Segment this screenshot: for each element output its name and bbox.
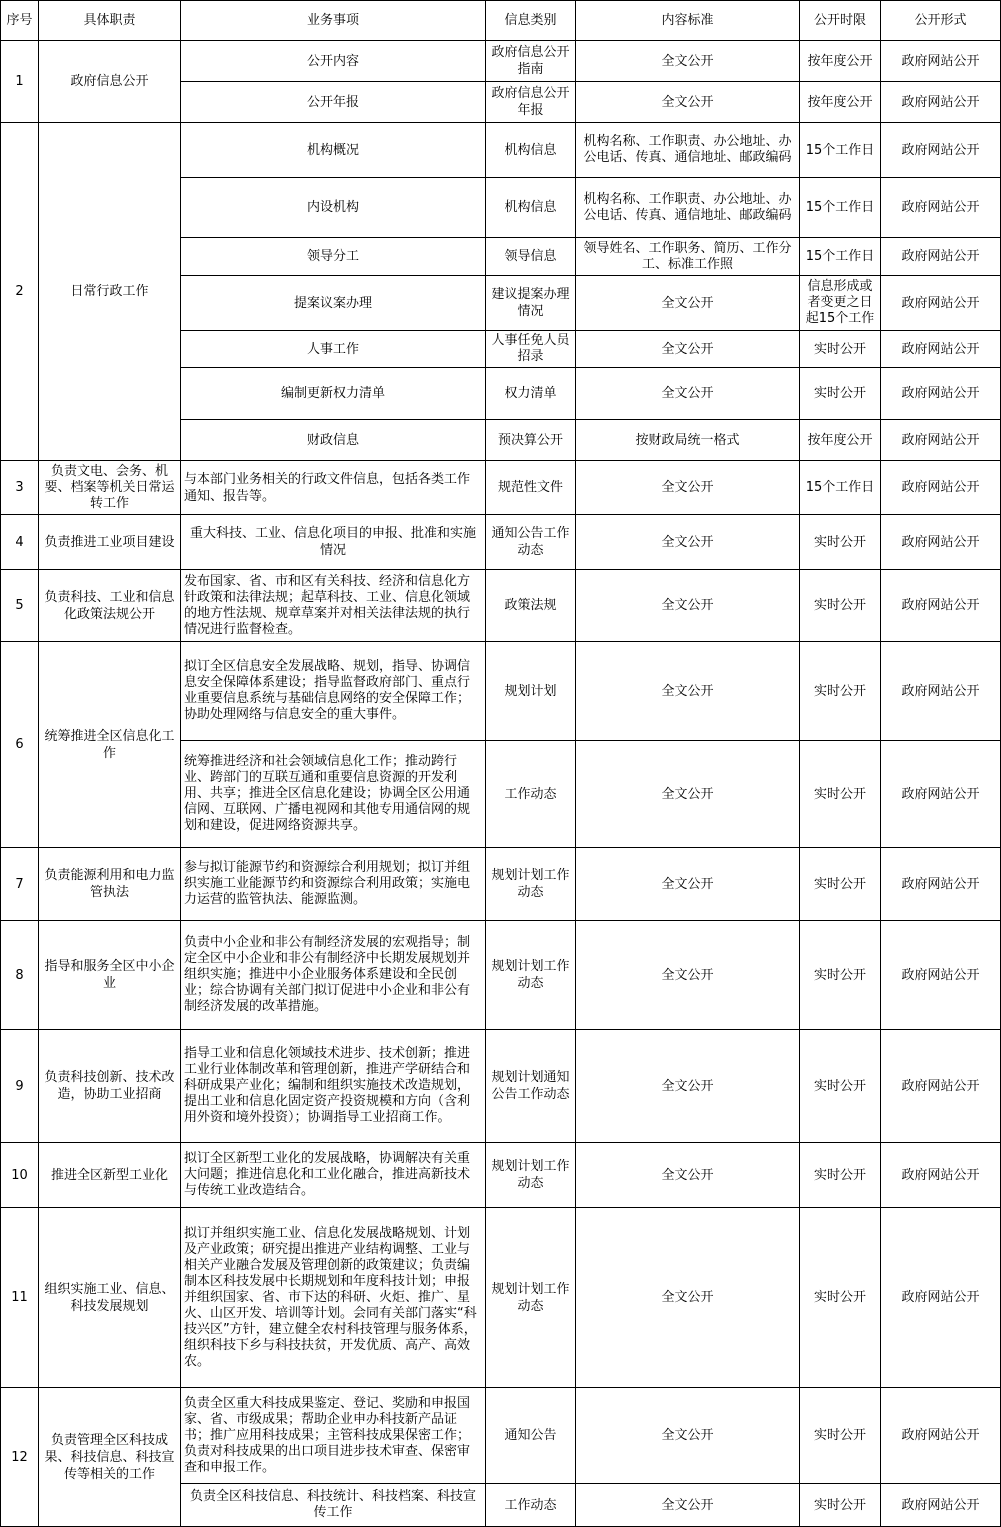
category-cell: 工作动态 — [486, 741, 576, 848]
item-cell: 人事工作 — [181, 331, 486, 368]
seq-cell: 2 — [1, 123, 39, 461]
duty-cell: 负责推进工业项目建设 — [39, 515, 181, 570]
item-cell: 重大科技、工业、信息化项目的申报、批准和实施情况 — [181, 515, 486, 570]
time-cell: 实时公开 — [800, 1143, 881, 1208]
duty-cell: 指导和服务全区中小企业 — [39, 921, 181, 1030]
category-cell: 通知公告工作动态 — [486, 515, 576, 570]
item-cell: 公开内容 — [181, 41, 486, 82]
seq-cell: 8 — [1, 921, 39, 1030]
category-cell: 规划计划工作动态 — [486, 1208, 576, 1388]
content-cell: 全文公开 — [576, 570, 800, 642]
category-cell: 规划计划工作动态 — [486, 921, 576, 1030]
form-cell: 政府网站公开 — [881, 276, 1001, 331]
table-row — [1, 921, 1001, 1030]
time-cell: 实时公开 — [800, 741, 881, 848]
table-row — [1, 1143, 1001, 1208]
category-cell: 预决算公开 — [486, 420, 576, 461]
form-cell: 政府网站公开 — [881, 41, 1001, 82]
item-cell: 编制更新权力清单 — [181, 368, 486, 420]
seq-cell: 3 — [1, 461, 39, 515]
category-cell: 权力清单 — [486, 368, 576, 420]
header-time: 公开时限 — [800, 1, 881, 41]
duty-cell: 负责管理全区科技成果、科技信息、科技宣传等相关的工作 — [39, 1388, 181, 1527]
form-cell: 政府网站公开 — [881, 921, 1001, 1030]
form-cell: 政府网站公开 — [881, 570, 1001, 642]
time-cell: 实时公开 — [800, 1030, 881, 1143]
content-cell: 全文公开 — [576, 41, 800, 82]
category-cell: 政府信息公开指南 — [486, 41, 576, 82]
content-cell: 全文公开 — [576, 82, 800, 123]
table-body — [1, 1, 1001, 1527]
form-cell: 政府网站公开 — [881, 848, 1001, 921]
item-cell: 统筹推进经济和社会领域信息化工作；推动跨行业、跨部门的互联互通和重要信息资源的开发利用、共享；推进全区信息化建设；协调全区公用通信网、互联网、广播电视网和其他专用通信网的规划和建设，促进网络资源共享。 — [181, 741, 486, 848]
duty-cell: 推进全区新型工业化 — [39, 1143, 181, 1208]
form-cell: 政府网站公开 — [881, 331, 1001, 368]
seq-cell: 4 — [1, 515, 39, 570]
content-cell: 机构名称、工作职责、办公地址、办公电话、传真、通信地址、邮政编码 — [576, 123, 800, 178]
time-cell: 实时公开 — [800, 1208, 881, 1388]
form-cell: 政府网站公开 — [881, 178, 1001, 238]
content-cell: 全文公开 — [576, 848, 800, 921]
form-cell: 政府网站公开 — [881, 461, 1001, 515]
header-seq: 序号 — [1, 1, 39, 41]
item-cell: 财政信息 — [181, 420, 486, 461]
item-cell: 负责全区科技信息、科技统计、科技档案、科技宣传工作 — [181, 1484, 486, 1527]
header-duty: 具体职责 — [39, 1, 181, 41]
item-cell: 负责全区重大科技成果鉴定、登记、奖励和申报国家、省、市级成果；帮助企业申办科技新产品证书；推广应用科技成果；主管科技成果保密工作；负责对科技成果的出口项目进步技术审查、保密审查和申报工作。 — [181, 1388, 486, 1484]
seq-cell: 9 — [1, 1030, 39, 1143]
item-cell: 拟订并组织实施工业、信息化发展战略规划、计划及产业政策；研究提出推进产业结构调整、工业与相关产业融合发展及管理创新的政策建议；负责编制本区科技发展中长期规划和年度科技计划；申报并组织国家、省、市下达的科研、火炬、推广、星火、山区开发、培训等计划。会同有关部门落实“科技兴区”方针，建立健全农村科技管理与服务体系，组织科技下乡与科技扶贫，开发优质、高产、高效农。 — [181, 1208, 486, 1388]
item-cell: 领导分工 — [181, 238, 486, 276]
duty-cell: 统筹推进全区信息化工作 — [39, 642, 181, 848]
header-item: 业务事项 — [181, 1, 486, 41]
time-cell: 信息形成或者变更之日起15个工作 — [800, 276, 881, 331]
item-cell: 发布国家、省、市和区有关科技、经济和信息化方针政策和法律法规；起草科技、工业、信息化领域的地方性法规、规章草案并对相关法律法规的执行情况进行监督检查。 — [181, 570, 486, 642]
form-cell: 政府网站公开 — [881, 368, 1001, 420]
time-cell: 实时公开 — [800, 1388, 881, 1484]
duty-cell: 负责能源利用和电力监管执法 — [39, 848, 181, 921]
form-cell: 政府网站公开 — [881, 1208, 1001, 1388]
content-cell: 全文公开 — [576, 1388, 800, 1484]
header-row — [1, 1, 1001, 41]
category-cell: 建议提案办理情况 — [486, 276, 576, 331]
item-cell: 提案议案办理 — [181, 276, 486, 331]
time-cell: 实时公开 — [800, 1484, 881, 1527]
content-cell: 全文公开 — [576, 331, 800, 368]
time-cell: 15个工作日 — [800, 123, 881, 178]
content-cell: 机构名称、工作职责、办公地址、办公电话、传真、通信地址、邮政编码 — [576, 178, 800, 238]
table-row — [1, 1030, 1001, 1143]
seq-cell: 1 — [1, 41, 39, 123]
time-cell: 实时公开 — [800, 921, 881, 1030]
header-content: 内容标准 — [576, 1, 800, 41]
duty-cell: 负责文电、会务、机要、档案等机关日常运转工作 — [39, 461, 181, 515]
item-cell: 公开年报 — [181, 82, 486, 123]
content-cell: 全文公开 — [576, 642, 800, 741]
content-cell: 领导姓名、工作职务、简历、工作分工、标准工作照 — [576, 238, 800, 276]
table-row — [1, 41, 1001, 82]
form-cell: 政府网站公开 — [881, 642, 1001, 741]
content-cell: 全文公开 — [576, 741, 800, 848]
item-cell: 拟订全区信息安全发展战略、规划，指导、协调信息安全保障体系建设；指导监督政府部门、重点行业重要信息系统与基础信息网络的安全保障工作；协助处理网络与信息安全的重大事件。 — [181, 642, 486, 741]
duty-cell: 负责科技、工业和信息化政策法规公开 — [39, 570, 181, 642]
time-cell: 15个工作日 — [800, 461, 881, 515]
content-cell: 全文公开 — [576, 461, 800, 515]
time-cell: 15个工作日 — [800, 238, 881, 276]
item-cell: 机构概况 — [181, 123, 486, 178]
table-row — [1, 570, 1001, 642]
time-cell: 按年度公开 — [800, 82, 881, 123]
time-cell: 按年度公开 — [800, 420, 881, 461]
item-cell: 负责中小企业和非公有制经济发展的宏观指导；制定全区中小企业和非公有制经济中长期发展规划并组织实施；推进中小企业服务体系建设和全民创业；综合协调有关部门拟订促进中小企业和非公有制经济发展的改革措施。 — [181, 921, 486, 1030]
content-cell: 全文公开 — [576, 368, 800, 420]
category-cell: 人事任免人员招录 — [486, 331, 576, 368]
category-cell: 规划计划 — [486, 642, 576, 741]
category-cell: 领导信息 — [486, 238, 576, 276]
form-cell: 政府网站公开 — [881, 1388, 1001, 1484]
seq-cell: 10 — [1, 1143, 39, 1208]
category-cell: 规划计划工作动态 — [486, 1143, 576, 1208]
item-cell: 参与拟订能源节约和资源综合利用规划；拟订并组织实施工业能源节约和资源综合利用政策；实施电力运营的监管执法、能源监测。 — [181, 848, 486, 921]
time-cell: 实时公开 — [800, 368, 881, 420]
category-cell: 通知公告 — [486, 1388, 576, 1484]
time-cell: 实时公开 — [800, 331, 881, 368]
form-cell: 政府网站公开 — [881, 238, 1001, 276]
time-cell: 15个工作日 — [800, 178, 881, 238]
form-cell: 政府网站公开 — [881, 420, 1001, 461]
table-row — [1, 848, 1001, 921]
table-row — [1, 642, 1001, 741]
header-form: 公开形式 — [881, 1, 1001, 41]
duty-cell: 日常行政工作 — [39, 123, 181, 461]
category-cell: 工作动态 — [486, 1484, 576, 1527]
content-cell: 全文公开 — [576, 921, 800, 1030]
form-cell: 政府网站公开 — [881, 1143, 1001, 1208]
time-cell: 实时公开 — [800, 570, 881, 642]
table-row — [1, 461, 1001, 515]
seq-cell: 11 — [1, 1208, 39, 1388]
item-cell: 指导工业和信息化领域技术进步、技术创新；推进工业行业体制改革和管理创新，推进产学研结合和科研成果产业化；编制和组织实施技术改造规划，提出工业和信息化固定资产投资规模和方向（含利用外资和境外投资）；协调指导工业招商工作。 — [181, 1030, 486, 1143]
header-category: 信息类别 — [486, 1, 576, 41]
duty-cell: 组织实施工业、信息、科技发展规划 — [39, 1208, 181, 1388]
form-cell: 政府网站公开 — [881, 515, 1001, 570]
seq-cell: 12 — [1, 1388, 39, 1527]
duty-cell: 政府信息公开 — [39, 41, 181, 123]
category-cell: 机构信息 — [486, 123, 576, 178]
table-row — [1, 515, 1001, 570]
item-cell: 拟订全区新型工业化的发展战略，协调解决有关重大问题；推进信息化和工业化融合，推进高新技术与传统工业改造结合。 — [181, 1143, 486, 1208]
category-cell: 规划计划通知公告工作动态 — [486, 1030, 576, 1143]
seq-cell: 6 — [1, 642, 39, 848]
table-row — [1, 123, 1001, 178]
category-cell: 机构信息 — [486, 178, 576, 238]
time-cell: 按年度公开 — [800, 41, 881, 82]
category-cell: 规范性文件 — [486, 461, 576, 515]
table-row — [1, 1388, 1001, 1484]
form-cell: 政府网站公开 — [881, 1484, 1001, 1527]
form-cell: 政府网站公开 — [881, 1030, 1001, 1143]
content-cell: 全文公开 — [576, 515, 800, 570]
form-cell: 政府网站公开 — [881, 741, 1001, 848]
seq-cell: 7 — [1, 848, 39, 921]
time-cell: 实时公开 — [800, 848, 881, 921]
seq-cell: 5 — [1, 570, 39, 642]
content-cell: 全文公开 — [576, 1030, 800, 1143]
time-cell: 实时公开 — [800, 515, 881, 570]
form-cell: 政府网站公开 — [881, 123, 1001, 178]
item-cell: 与本部门业务相关的行政文件信息，包括各类工作通知、报告等。 — [181, 461, 486, 515]
time-cell: 实时公开 — [800, 642, 881, 741]
item-cell: 内设机构 — [181, 178, 486, 238]
category-cell: 规划计划工作动态 — [486, 848, 576, 921]
content-cell: 全文公开 — [576, 276, 800, 331]
content-cell: 全文公开 — [576, 1143, 800, 1208]
content-cell: 全文公开 — [576, 1208, 800, 1388]
content-cell: 全文公开 — [576, 1484, 800, 1527]
category-cell: 政策法规 — [486, 570, 576, 642]
category-cell: 政府信息公开年报 — [486, 82, 576, 123]
duty-cell: 负责科技创新、技术改造，协助工业招商 — [39, 1030, 181, 1143]
table-row — [1, 1208, 1001, 1388]
form-cell: 政府网站公开 — [881, 82, 1001, 123]
content-cell: 按财政局统一格式 — [576, 420, 800, 461]
